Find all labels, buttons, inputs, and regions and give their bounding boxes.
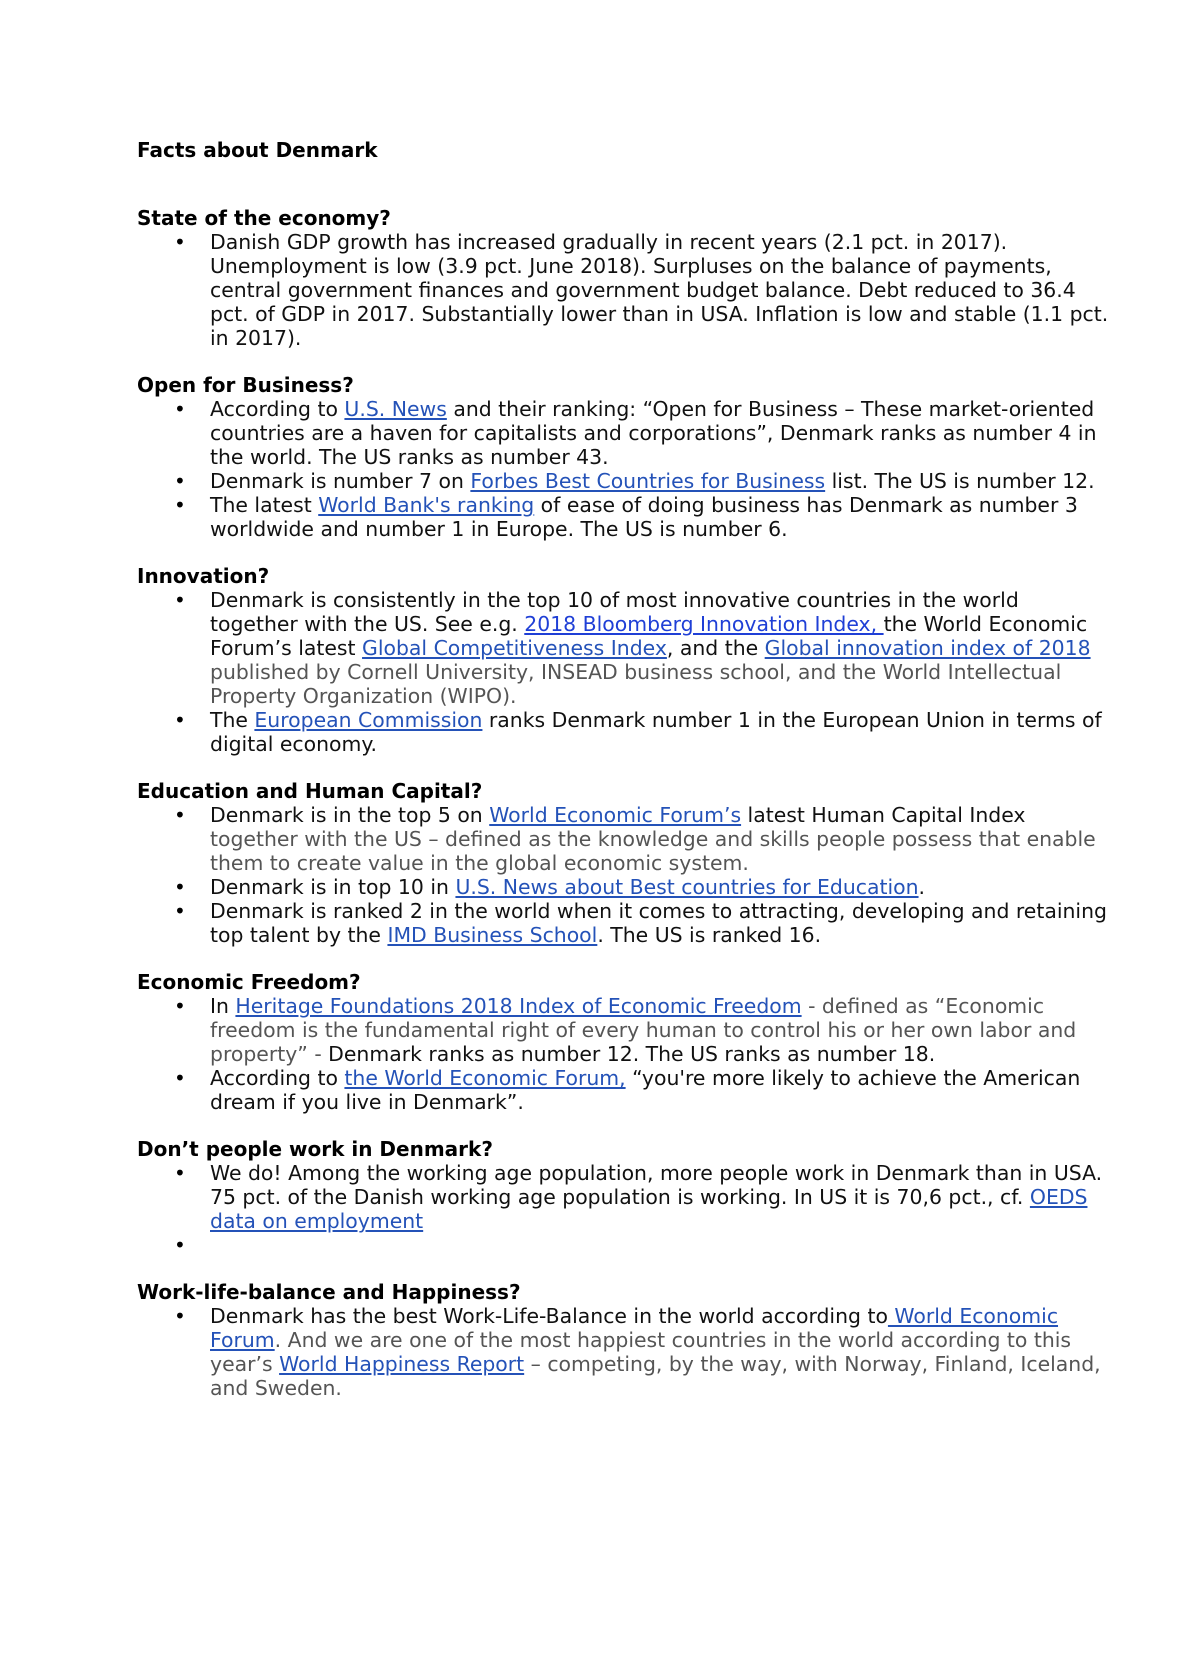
reference-link[interactable]: U.S. News about Best countries for Education [455,875,919,899]
section [137,373,1097,541]
section-heading: State of the economy? [137,206,391,230]
bullet-list [137,1161,1103,1257]
bullet-text: of ease of doing business has Denmark as number 3 worldwide and number 1 in Europe. The US is number 6. [210,493,1078,541]
bullet-list [137,1304,1101,1400]
section [137,779,1107,947]
bullet-icon: • [174,1161,186,1185]
bullet-item [137,493,1110,541]
bullet-icon: • [174,803,186,827]
bullet-item [137,803,1110,875]
sections-container [137,206,1109,1400]
section-heading: Work-life-balance and Happiness? [137,1280,521,1304]
bullet-text: The latest [210,493,319,517]
bullet-icon: • [174,397,186,421]
bullet-list [137,803,1107,947]
bullet-text: . The US is ranked 16. [597,923,822,947]
bullet-text: ranks Denmark number 1 in the European Union in terms of digital economy. [210,708,1102,756]
bullet-text: We do! Among the working age population, more people work in Denmark than in USA. 75 pct. of the Danish working age population is working. In US it is 70,6 pct., cf. [210,1161,1103,1209]
bullet-list [137,397,1097,541]
bullet-icon: • [174,1066,186,1090]
bullet-icon: • [174,588,186,612]
bullet-text: the World Economic Forum’s latest [210,612,1088,660]
bullet-icon: • [174,994,186,1018]
bullet-text: – competing, by the way, with Norway, Finland, Iceland, and Sweden. [210,1352,1101,1400]
section [137,1280,1101,1400]
bullet-item [137,1066,1110,1114]
bullet-item [137,1304,1110,1400]
reference-link[interactable]: the World Economic Forum, [344,1066,626,1090]
section-heading: Education and Human Capital? [137,779,483,803]
bullet-text: Denmark is in the top 5 on [210,803,490,827]
section [137,564,1102,756]
bullet-text: Danish GDP growth has increased gradually in recent years (2.1 pct. in 2017). Unemployment is low (3.9 pct. June 2018). Surpluses on the balance of payments, central government finances and government budget balance. Debt reduced to 36.4 pct. of GDP in 2017. Substantially lower than in USA. Inflation is low and stable (1.1 pct. in 2017). [210,230,1109,350]
reference-link[interactable]: U.S. News [344,397,447,421]
section [137,206,1109,350]
bullet-text: . And we are one of the most happiest countries in the world according to this year’s [210,1328,1072,1376]
reference-link[interactable]: World Economic Forum [210,1304,1059,1352]
reference-link[interactable]: World Happiness Report [279,1352,525,1376]
bullet-text: latest Human Capital Index [741,803,1026,827]
section-heading: Economic Freedom? [137,970,361,994]
bullet-text: together with the US – defined as the knowledge and skills people possess that enable them to create value in the global economic system. [210,827,1096,875]
bullet-item [137,588,1110,708]
bullet-text: - defined as “Economic freedom is the fundamental right of every human to control his or her own labor and property” - [210,994,1077,1066]
reference-link[interactable]: World Economic Forum’s [489,803,742,827]
bullet-icon: • [174,708,186,732]
bullet-icon: • [174,1233,186,1257]
bullet-item [137,1233,1110,1257]
bullet-text: . [918,875,926,899]
bullet-text: According to [210,1066,345,1090]
bullet-icon: • [174,230,186,254]
bullet-text: Denmark is ranked 2 in the world when it comes to attracting, developing and retaining top talent by the [210,899,1107,947]
section [137,1137,1103,1257]
section-heading: Open for Business? [137,373,354,397]
section-heading: Don’t people work in Denmark? [137,1137,493,1161]
bullet-list [137,588,1102,756]
bullet-item [137,708,1110,756]
bullet-text: published by Cornell University, INSEAD business school, and the World Intellectual Property Organization (WIPO). [210,660,1062,708]
bullet-text: Denmark has the best Work-Life-Balance in the world according to [210,1304,888,1328]
bullet-text: Denmark ranks as number 12. The US ranks as number 18. [328,1042,936,1066]
reference-link[interactable]: IMD Business School [387,923,598,947]
reference-link[interactable]: OEDS data on employment [210,1185,1088,1233]
reference-link[interactable]: Global innovation index of 2018 [764,636,1091,660]
bullet-text: Denmark is in top 10 in [210,875,456,899]
section-heading: Innovation? [137,564,270,588]
bullet-icon: • [174,493,186,517]
bullet-text: According to [210,397,345,421]
bullet-item [137,899,1110,947]
reference-link[interactable]: European Commission [254,708,483,732]
bullet-item [137,875,1110,899]
bullet-list [137,230,1109,350]
document-title: Facts about Denmark [137,138,378,162]
bullet-icon: • [174,469,186,493]
bullet-text: Denmark is number 7 on [210,469,471,493]
bullet-text: In [210,994,236,1018]
bullet-text: list. The US is number 12. [825,469,1095,493]
bullet-text: and their ranking: “Open for Business – These market-oriented countries are a haven for capitalists and corporations”, Denmark ranks as number 4 in the world. The US ranks as number 43. [210,397,1097,469]
reference-link[interactable]: Forbes Best Countries for Business [470,469,826,493]
bullet-icon: • [174,1304,186,1328]
bullet-item [137,1161,1110,1233]
bullet-item [137,469,1110,493]
reference-link[interactable]: Heritage Foundations 2018 Index of Economic Freedom [235,994,802,1018]
reference-link[interactable]: World Bank's ranking [318,493,535,517]
bullet-icon: • [174,899,186,923]
bullet-text: Denmark is consistently in the top 10 of most innovative countries in the world together with the US. See e.g. [210,588,1019,636]
section [137,970,1083,1114]
bullet-item [137,397,1110,469]
bullet-text: “you're more likely to achieve the American dream if you live in Denmark”. [210,1066,1081,1114]
reference-link[interactable]: 2018 Bloomberg Innovation Index, [524,612,884,636]
bullet-icon: • [174,875,186,899]
bullet-text: The [210,708,255,732]
bullet-item [137,230,1110,350]
bullet-text: , and the [666,636,765,660]
reference-link[interactable]: Global Competitiveness Index [362,636,667,660]
bullet-list [137,994,1083,1114]
bullet-item [137,994,1110,1066]
